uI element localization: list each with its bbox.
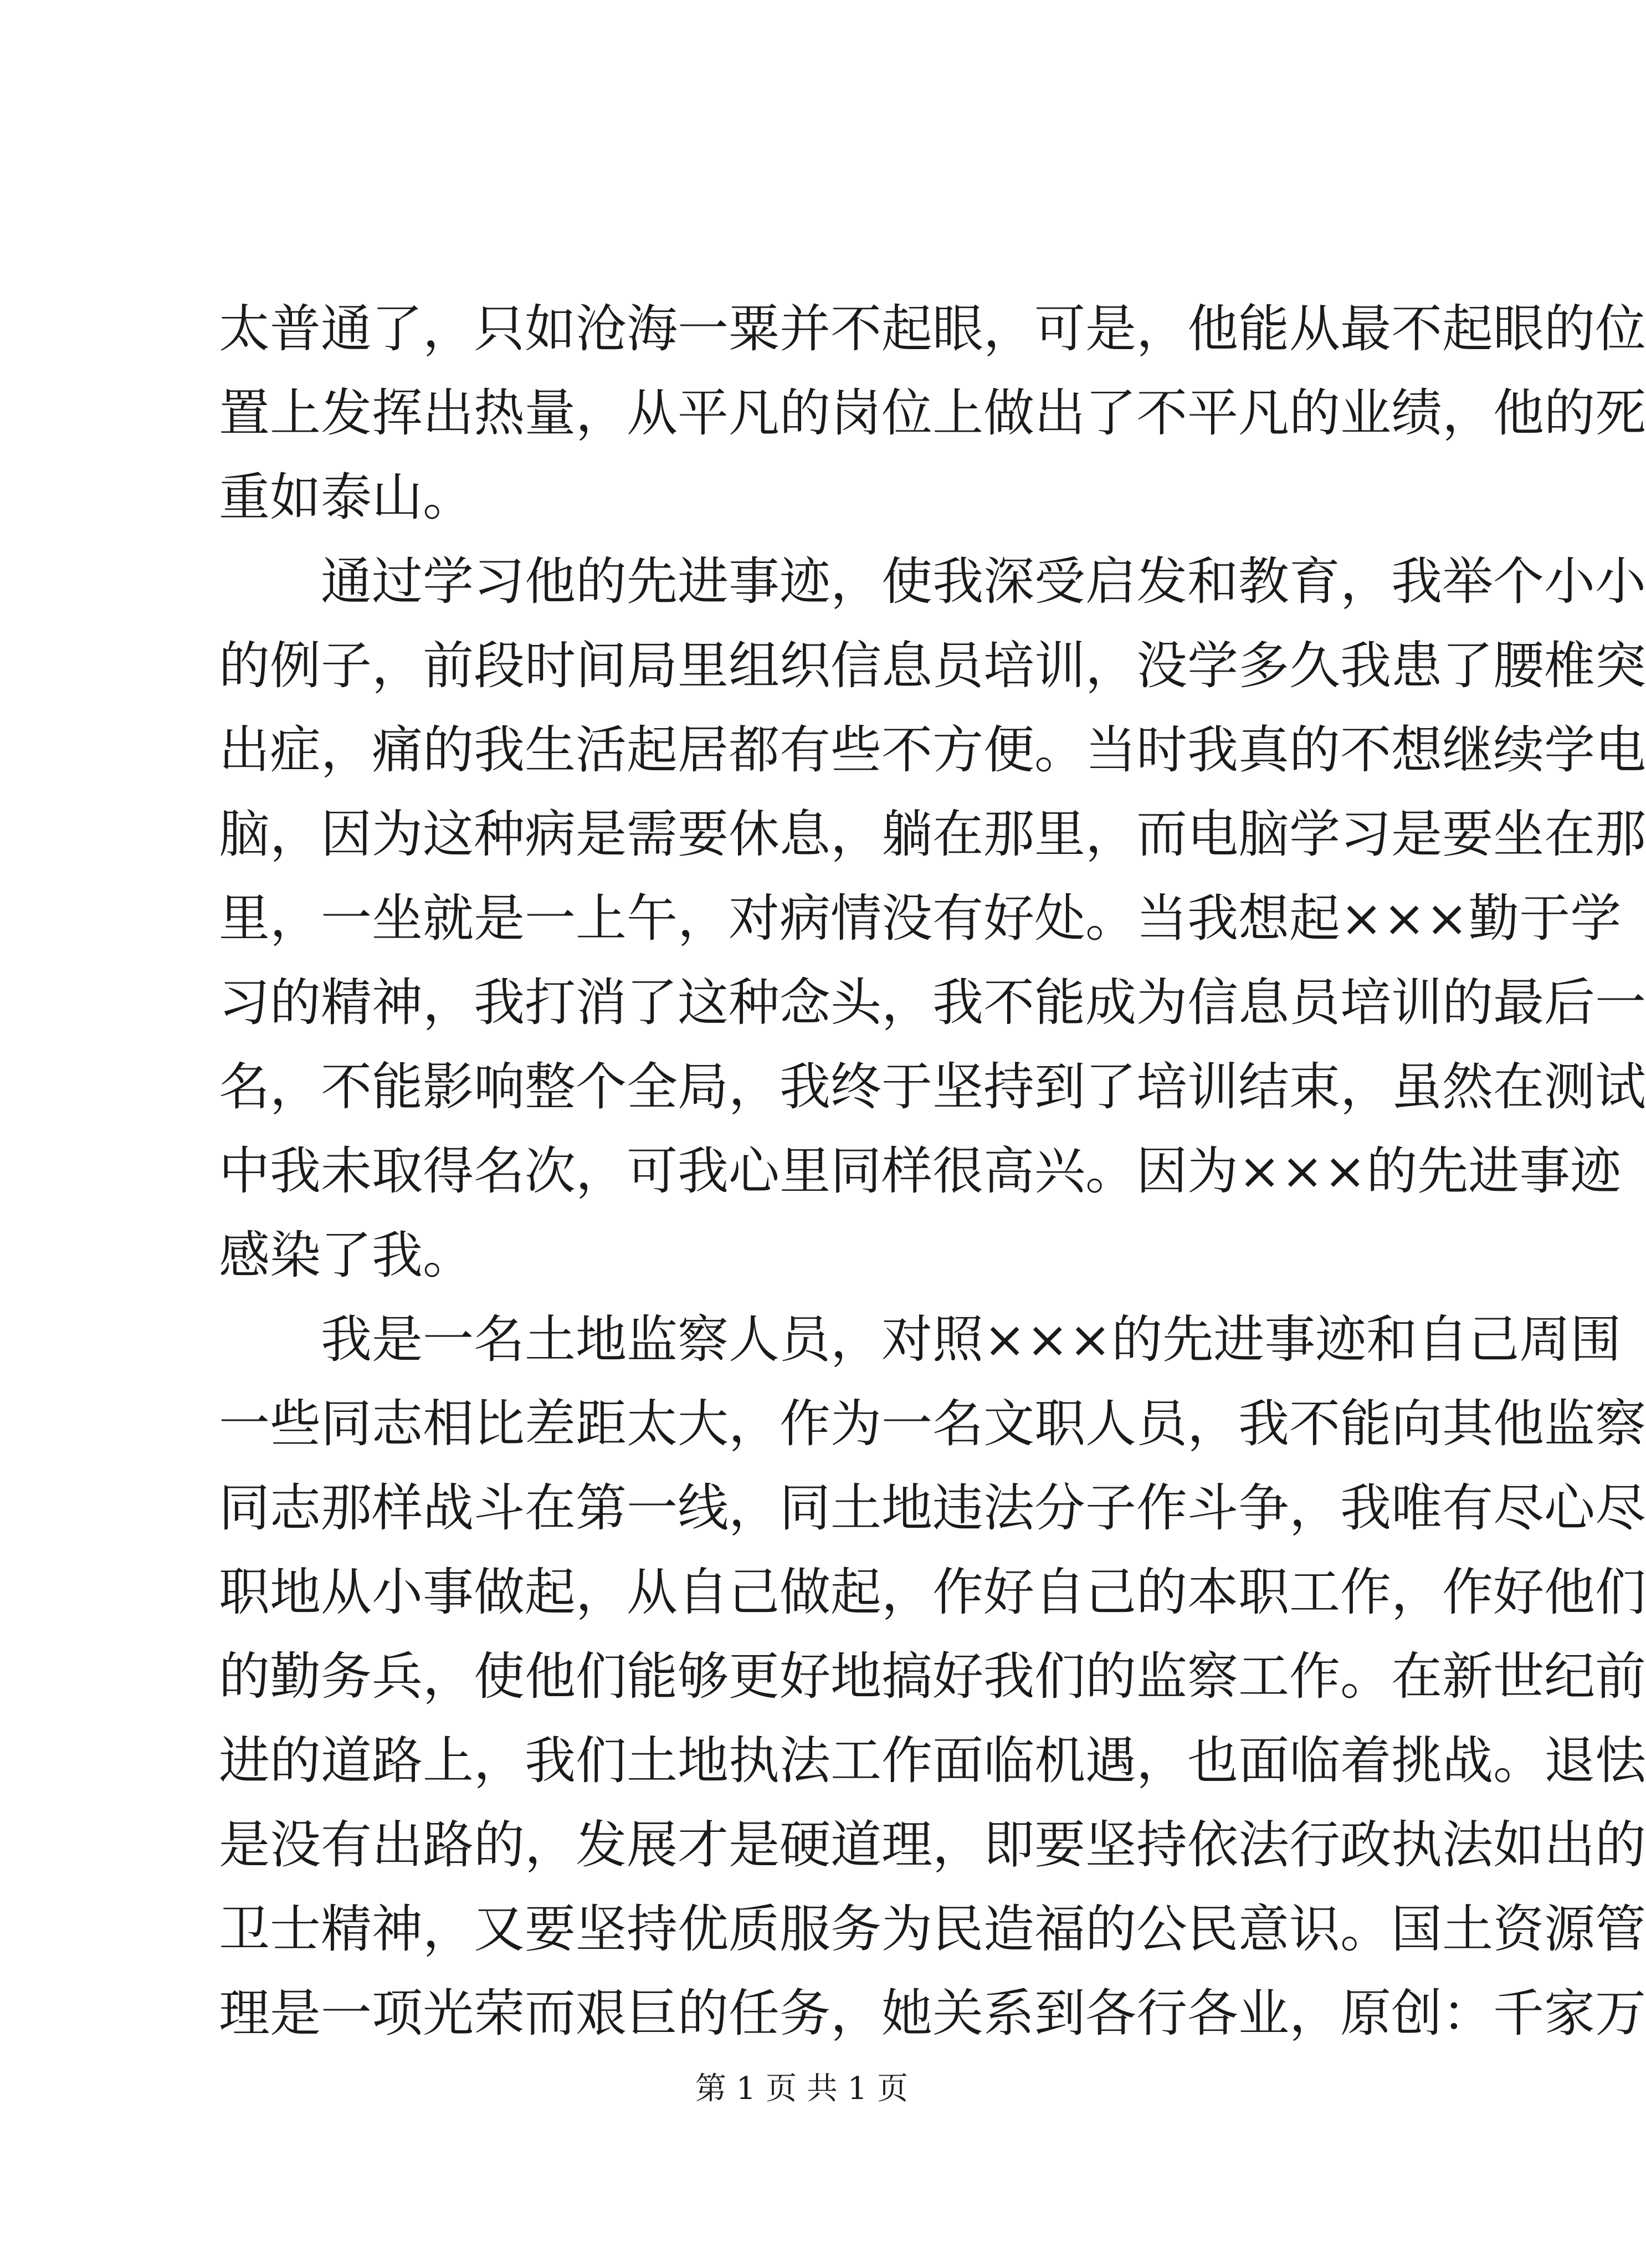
text-line: 感染了我。: [219, 1226, 474, 1285]
text-line: 通过学习他的先进事迹，使我深受启发和教育，我举个小小: [219, 552, 1646, 611]
text-line: 的勤务兵，使他们能够更好地搞好我们的监察工作。在新世纪前: [219, 1647, 1646, 1706]
text-line: 置上发挥出热量，从平凡的岗位上做出了不平凡的业绩，他的死: [219, 383, 1646, 443]
text-line: 卫士精神，又要坚持优质服务为民造福的公民意识。国土资源管: [219, 1900, 1646, 1959]
text-line: 名，不能影响整个全局，我终于坚持到了培训结束，虽然在测试: [219, 1057, 1646, 1117]
text-line: 习的精神，我打消了这种念头，我不能成为信息员培训的最后一: [219, 973, 1646, 1032]
text-line: 脑，因为这种病是需要休息，躺在那里，而电脑学习是要坐在那: [219, 805, 1646, 864]
body-text: [219, 287, 1646, 2056]
text-line: 一些同志相比差距太大，作为一名文职人员，我不能向其他监察: [219, 1394, 1646, 1453]
text-line: 理是一项光荣而艰巨的任务，她关系到各行各业，原创：千家万: [219, 1984, 1646, 2043]
text-line: 中我未取得名次，可我心里同样很高兴。因为×××的先进事迹: [219, 1141, 1622, 1201]
text-line: 是没有出路的，发展才是硬道理，即要坚持依法行政执法如出的: [219, 1815, 1646, 1875]
text-line: 进的道路上，我们土地执法工作面临机遇，也面临着挑战。退怯: [219, 1731, 1646, 1790]
text-line: 重如泰山。: [219, 468, 474, 527]
text-line: 职地从小事做起，从自己做起，作好自己的本职工作，作好他们: [219, 1563, 1646, 1622]
text-line: 里，一坐就是一上午，对病情没有好处。当我想起×××勤于学: [219, 889, 1622, 948]
text-line: 我是一名土地监察人员，对照×××的先进事迹和自己周围: [219, 1310, 1622, 1369]
text-line: 太普通了，只如沧海一粟并不起眼，可是，他能从最不起眼的位: [219, 299, 1646, 359]
page-footer: 第 1 页 共 1 页: [695, 2071, 909, 2107]
text-line: 的例子，前段时间局里组织信息员培训，没学多久我患了腰椎突: [219, 636, 1646, 695]
text-line: 出症，痛的我生活起居都有些不方便。当时我真的不想继续学电: [219, 720, 1646, 780]
text-line: 同志那样战斗在第一线，同土地违法分子作斗争，我唯有尽心尽: [219, 1478, 1646, 1538]
